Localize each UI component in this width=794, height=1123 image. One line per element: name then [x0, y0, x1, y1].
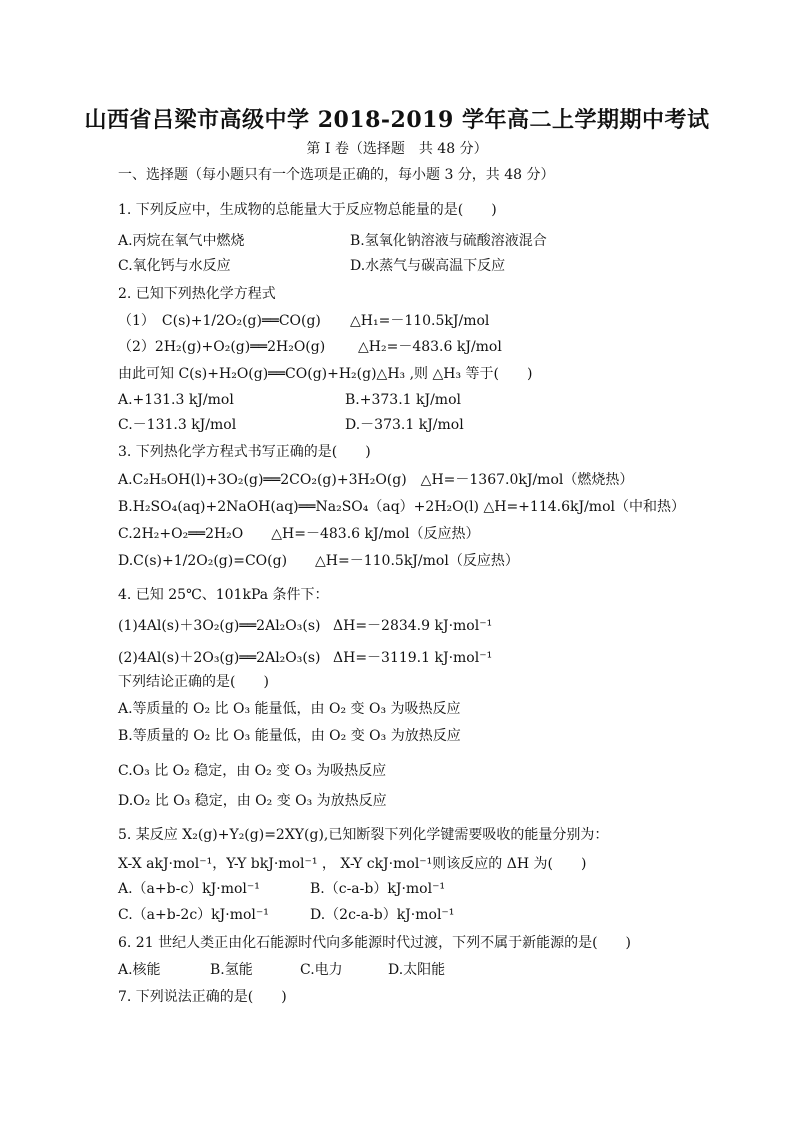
q2-option-d: D.－373.1 kJ/mol [345, 417, 464, 433]
q1-option-c: C.氧化钙与水反应 [118, 258, 231, 274]
q6-option-d: D.太阳能 [388, 962, 446, 978]
q2-enthalpy-2: △H₂=－483.6 kJ/mol [358, 339, 502, 355]
q2-stem: 2. 已知下列热化学方程式 [118, 286, 276, 302]
q2-option-b: B.+373.1 kJ/mol [345, 392, 461, 408]
q6-option-c: C.电力 [300, 962, 343, 978]
q5-stem: 5. 某反应 X₂(g)+Y₂(g)=2XY(g),已知断裂下列化学键需要吸收的能量分别为： [118, 827, 609, 843]
q3-option-b: B.H₂SO₄(aq)+2NaOH(aq)══Na₂SO₄（aq）+2H₂O(l) △H=+114.6kJ/mol（中和热） [118, 499, 685, 515]
q6-option-b: B.氢能 [210, 962, 253, 978]
q2-equation-2: （2）2H₂(g)+O₂(g)══2H₂O(g) [118, 339, 326, 355]
q6-option-a: A.核能 [118, 962, 161, 978]
q1-stem: 1. 下列反应中，生成物的总能量大于反应物总能量的是( ) [118, 202, 497, 218]
q4-option-a: A.等质量的 O₂ 比 O₃ 能量低，由 O₂ 变 O₃ 为吸热反应 [118, 701, 461, 717]
q4-enthalpy-1: ΔH=－2834.9 kJ·mol⁻¹ [333, 618, 493, 634]
q4-option-d: D.O₂ 比 O₃ 稳定，由 O₂ 变 O₃ 为放热反应 [118, 793, 387, 809]
q5-option-a: A.（a+b-c）kJ·mol⁻¹ [118, 881, 260, 897]
q1-option-a: A.丙烷在氧气中燃烧 [118, 233, 245, 249]
exam-subtitle: 第 I 卷（选择题 共 48 分） [306, 141, 488, 157]
q5-option-c: C.（a+b-2c）kJ·mol⁻¹ [118, 907, 269, 923]
q4-option-c: C.O₃ 比 O₂ 稳定，由 O₂ 变 O₃ 为吸热反应 [118, 763, 387, 779]
q4-stem: 4. 已知 25℃、101kPa 条件下： [118, 587, 329, 603]
q1-option-d: D.水蒸气与碳高温下反应 [350, 258, 506, 274]
q7-stem: 7. 下列说法正确的是( ) [118, 989, 287, 1005]
q4-question: 下列结论正确的是( ) [118, 674, 269, 690]
q3-option-c: C.2H₂+O₂══2H₂O △H=－483.6 kJ/mol（反应热） [118, 526, 480, 542]
q1-option-b: B.氢氧化钠溶液与硫酸溶液混合 [350, 233, 547, 249]
q4-option-b: B.等质量的 O₂ 比 O₃ 能量低，由 O₂ 变 O₃ 为放热反应 [118, 728, 461, 744]
section-heading: 一、选择题（每小题只有一个选项是正确的，每小题 3 分，共 48 分） [118, 167, 555, 183]
q5-option-d: D.（2c-a-b）kJ·mol⁻¹ [310, 907, 455, 923]
q2-question: 由此可知 C(s)+H₂O(g)══CO(g)+H₂(g)△H₃ ,则 △H₃ 等于( ) [118, 366, 533, 382]
q4-equation-1: (1)4Al(s)＋3O₂(g)══2Al₂O₃(s) [118, 618, 321, 634]
q2-option-c: C.－131.3 kJ/mol [118, 417, 237, 433]
q4-enthalpy-2: ΔH=－3119.1 kJ·mol⁻¹ [333, 650, 493, 666]
exam-title: 山西省吕梁市高级中学 2018-2019 学年高二上学期期中考试 [84, 107, 710, 133]
q2-option-a: A.+131.3 kJ/mol [118, 392, 234, 408]
q3-option-a: A.C₂H₅OH(l)+3O₂(g)══2CO₂(g)+3H₂O(g) △H=－1367.0kJ/mol（燃烧热） [118, 472, 634, 488]
q3-stem: 3. 下列热化学方程式书写正确的是( ) [118, 444, 371, 460]
q4-equation-2: (2)4Al(s)＋2O₃(g)══2Al₂O₃(s) [118, 650, 321, 666]
q5-bond-energies: X-X akJ·mol⁻¹，Y-Y bkJ·mol⁻¹ ， X-Y ckJ·mol⁻¹则该反应的 ΔH 为( ) [118, 856, 587, 872]
q3-option-d: D.C(s)+1/2O₂(g)=CO(g) △H=－110.5kJ/mol（反应热） [118, 553, 519, 569]
q6-stem: 6. 21 世纪人类正由化石能源时代向多能源时代过渡，下列不属于新能源的是( ) [118, 935, 631, 951]
q2-enthalpy-1: △H₁=－110.5kJ/mol [350, 313, 490, 329]
q2-equation-1: （1） C(s)+1/2O₂(g)══CO(g) [118, 313, 321, 329]
q5-option-b: B.（c-a-b）kJ·mol⁻¹ [310, 881, 446, 897]
